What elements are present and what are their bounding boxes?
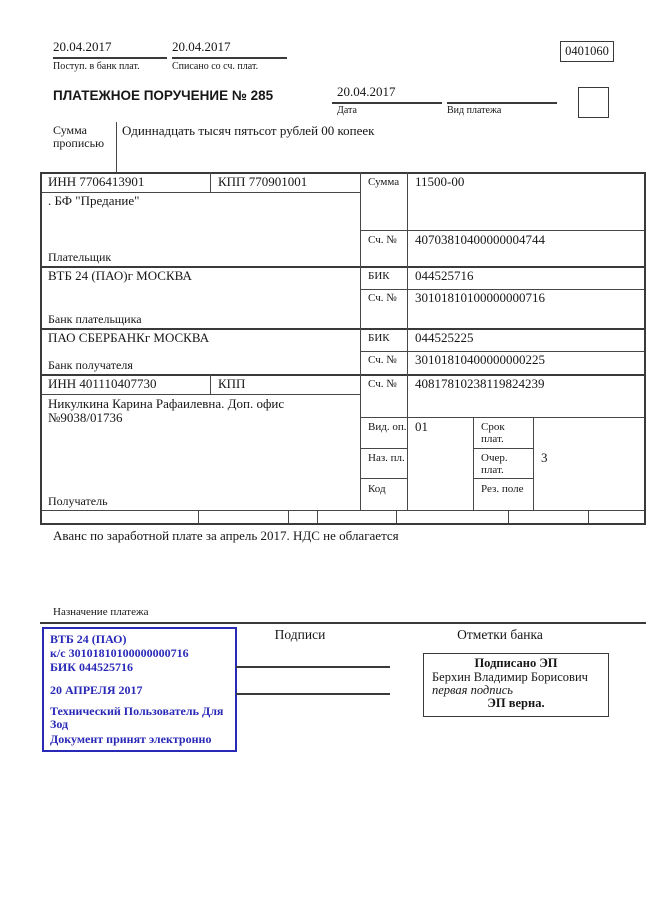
stamp-bank-name: ВТБ 24 (ПАО) — [50, 632, 127, 646]
form-code-box — [560, 41, 614, 62]
debited-date-underline — [172, 57, 287, 59]
payee-account-label: Сч. № — [368, 378, 397, 390]
document-title: ПЛАТЕЖНОЕ ПОРУЧЕНИЕ № 285 — [53, 88, 274, 103]
amount-words-label: Сумма прописью — [53, 123, 105, 150]
code-label: Код — [368, 483, 386, 495]
section-column-divider — [360, 172, 361, 510]
tax-row-divider-2 — [288, 510, 289, 523]
payer-bank-bik: 044525716 — [415, 268, 474, 283]
esign-verified: ЭП верна. — [487, 696, 545, 710]
table-border-left — [40, 172, 42, 525]
payer-section-label: Плательщик — [48, 250, 112, 264]
amount-words-divider — [116, 122, 117, 172]
payee-inn-row-divider — [40, 394, 360, 395]
reserve-label: Рез. поле — [481, 483, 524, 495]
term-value-divider — [533, 417, 534, 510]
payee-bottom-divider — [40, 510, 646, 511]
payer-bank-section-label: Банк плательщика — [48, 312, 142, 326]
esign-title: Подписано ЭП — [474, 656, 558, 670]
payee-inn-kpp-divider — [210, 374, 211, 394]
payment-type-underline — [447, 102, 557, 104]
sum-value: 11500-00 — [415, 174, 465, 189]
debited-date: 20.04.2017 — [172, 39, 231, 54]
first-signature-line — [236, 666, 390, 668]
payee-name: Никулкина Карина Рафаилевна. Доп. офис №9038/01736 — [48, 396, 285, 426]
bank-marks-header: Отметки банка — [457, 627, 543, 642]
payee-kpp-label: КПП — [218, 376, 246, 391]
payer-bank-bik-label: БИК — [368, 270, 390, 282]
op-type-value: 01 — [415, 419, 428, 434]
esign-name: Берхин Владимир Борисович — [432, 670, 588, 684]
date-label: Дата — [337, 105, 357, 116]
payee-inn: ИНН 401110407730 — [48, 376, 157, 391]
order-label: Очер. плат. — [481, 452, 508, 476]
term-label: Срок плат. — [481, 421, 505, 445]
esign-type: первая подпись — [432, 683, 513, 697]
payer-bank-account-label: Сч. № — [368, 292, 397, 304]
payee-bank-bik: 044525225 — [415, 330, 474, 345]
payee-account-divider — [360, 417, 646, 418]
footer-top-line — [40, 622, 646, 624]
amount-words-value: Одиннадцать тысяч пятьсот рублей 00 копеек — [122, 123, 375, 138]
stamp-date: 20 АПРЕЛЯ 2017 — [50, 683, 143, 697]
order-value: 3 — [541, 450, 548, 465]
payer-kpp: КПП 770901001 — [218, 174, 308, 189]
payee-account: 40817810238119824239 — [415, 376, 545, 391]
payee-bank-name: ПАО СБЕРБАНКг МОСКВА — [48, 330, 210, 345]
payer-account-label: Сч. № — [368, 234, 397, 246]
received-in-bank-date: 20.04.2017 — [53, 39, 112, 54]
payee-bank-section-label: Банк получателя — [48, 358, 133, 372]
payer-name: . БФ "Предание" — [48, 193, 140, 208]
pay-purpose-label: Наз. пл. — [368, 452, 405, 464]
op-type-label: Вид. оп. — [368, 421, 407, 433]
payer-inn: ИНН 7706413901 — [48, 174, 145, 189]
tax-row-divider-1 — [198, 510, 199, 523]
debited-label: Списано со сч. плат. — [172, 61, 259, 72]
payment-type-label: Вид платежа — [447, 105, 502, 116]
tax-row-divider-4 — [396, 510, 397, 523]
label-value-divider — [407, 172, 408, 510]
tax-row-divider-3 — [317, 510, 318, 523]
electronic-signature-stamp — [423, 653, 609, 717]
bank-electronic-stamp — [42, 627, 237, 752]
received-date-underline — [53, 57, 167, 59]
payer-account: 40703810400000004744 — [415, 232, 545, 247]
form-code: 0401060 — [565, 44, 609, 58]
received-in-bank-label: Поступ. в банк плат. — [53, 61, 140, 72]
code-row-divider-b — [473, 478, 533, 479]
payer-bank-name: ВТБ 24 (ПАО)г МОСКВА — [48, 268, 192, 283]
payer-bank-account: 30101810100000000716 — [415, 290, 545, 305]
code-row-divider-a — [360, 478, 407, 479]
tax-row-divider-5 — [508, 510, 509, 523]
stamp-accepted: Документ принят электронно — [50, 732, 212, 746]
requisites-table — [40, 172, 646, 525]
tax-row-divider-6 — [588, 510, 589, 523]
purpose-text: Аванс по заработной плате за апрель 2017. НДС не облагается — [53, 528, 399, 543]
sum-label: Сумма — [368, 176, 400, 188]
date-underline — [332, 102, 442, 104]
stamp-corr-account: к/с 30101810100000000716 — [50, 646, 189, 660]
payment-type-box — [578, 87, 609, 118]
stamp-user: Технический Пользователь Для Зод — [50, 704, 224, 732]
payee-bank-account: 30101810400000000225 — [415, 352, 545, 367]
payer-inn-kpp-divider — [210, 172, 211, 192]
table-border-right — [644, 172, 646, 525]
second-signature-line — [236, 693, 390, 695]
op-row-divider-b — [473, 448, 533, 449]
payee-section-label: Получатель — [48, 494, 108, 508]
document-date: 20.04.2017 — [337, 84, 396, 99]
payee-bank-account-label: Сч. № — [368, 354, 397, 366]
purpose-label: Назначение платежа — [53, 606, 149, 618]
stamp-bik: БИК 044525716 — [50, 660, 133, 674]
sum-account-divider — [360, 230, 646, 231]
signatures-header: Подписи — [274, 627, 326, 642]
payee-bank-bik-label: БИК — [368, 332, 390, 344]
op-row-divider-a — [360, 448, 407, 449]
op-value-divider — [473, 417, 474, 510]
table-border-bottom — [40, 523, 646, 525]
